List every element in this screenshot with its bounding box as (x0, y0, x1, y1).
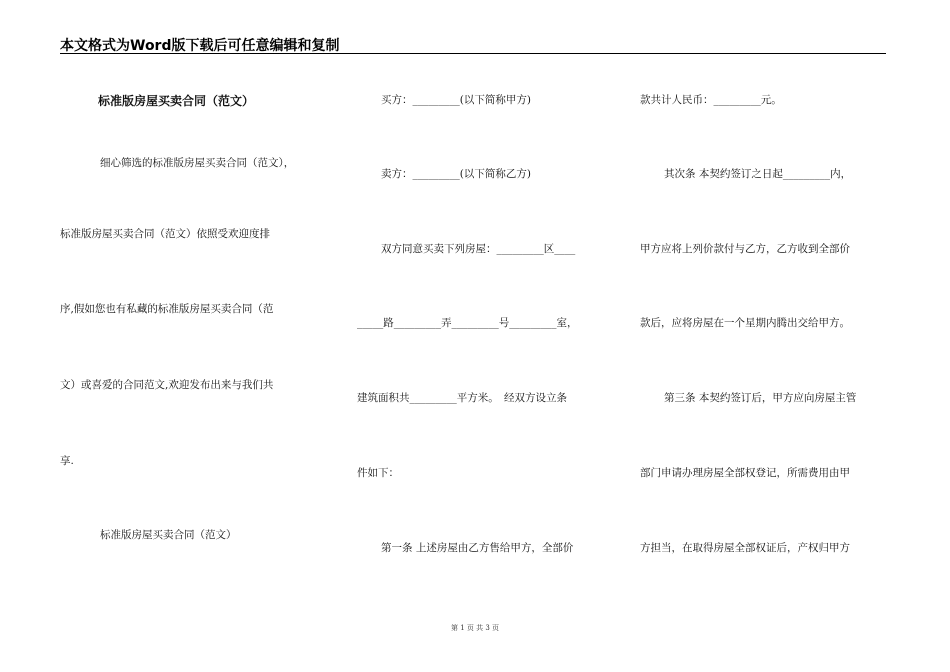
paragraph-line: 第三条 本契约签订后，甲方应向房屋主管 (664, 392, 857, 404)
paragraph-line: 买方：_________(以下简称甲方) (381, 94, 531, 106)
text-column-3 (640, 0, 886, 672)
paragraph-line: 方担当，在取得房屋全部权证后，产权归甲方 (640, 542, 850, 554)
paragraph-line: 部门申请办理房屋全部权登记，所需费用由甲 (640, 467, 850, 479)
paragraph-line: 细心筛选的标准版房屋买卖合同（范文）， (100, 157, 295, 169)
text-column-2 (357, 0, 609, 672)
paragraph-line: 甲方应将上列价款付与乙方，乙方收到全部价 (640, 243, 850, 255)
document-title: 标准版房屋买卖合同（范文） (98, 94, 255, 108)
paragraph-line: 双方同意买卖下列房屋：_________区____ (381, 243, 576, 255)
paragraph-line: 享. (60, 455, 74, 467)
paragraph-line: _____路_________弄_________号_________室， (357, 317, 578, 329)
paragraph-line: 款后，应将房屋在一个星期内腾出交给甲方。 (640, 317, 850, 329)
paragraph-line: 文）或喜爱的合同范文,欢迎发布出来与我们共 (60, 379, 274, 391)
paragraph-line: 卖方：_________(以下简称乙方) (381, 168, 531, 180)
text-column-1 (60, 0, 326, 672)
paragraph-line: 建筑面积共_________平方米。 经双方设立条 (357, 392, 567, 404)
paragraph-line: 件如下： (357, 467, 399, 479)
paragraph-line: 其次条 本契约签订之日起_________内， (664, 168, 852, 180)
paragraph-line: 标准版房屋买卖合同（范文）依照受欢迎度排 (60, 228, 270, 240)
section-heading: 标准版房屋买卖合同（范文） (100, 529, 237, 541)
page-indicator: 第 1 页 共 3 页 (450, 624, 500, 632)
paragraph-line: 款共计人民币：_________元。 (640, 94, 782, 106)
paragraph-line: 序,假如您也有私藏的标准版房屋买卖合同（范 (60, 303, 274, 315)
header-banner: 本文格式为Word版下载后可任意编辑和复制 (60, 38, 340, 54)
paragraph-line: 第一条 上述房屋由乙方售给甲方，全部价 (381, 542, 574, 554)
